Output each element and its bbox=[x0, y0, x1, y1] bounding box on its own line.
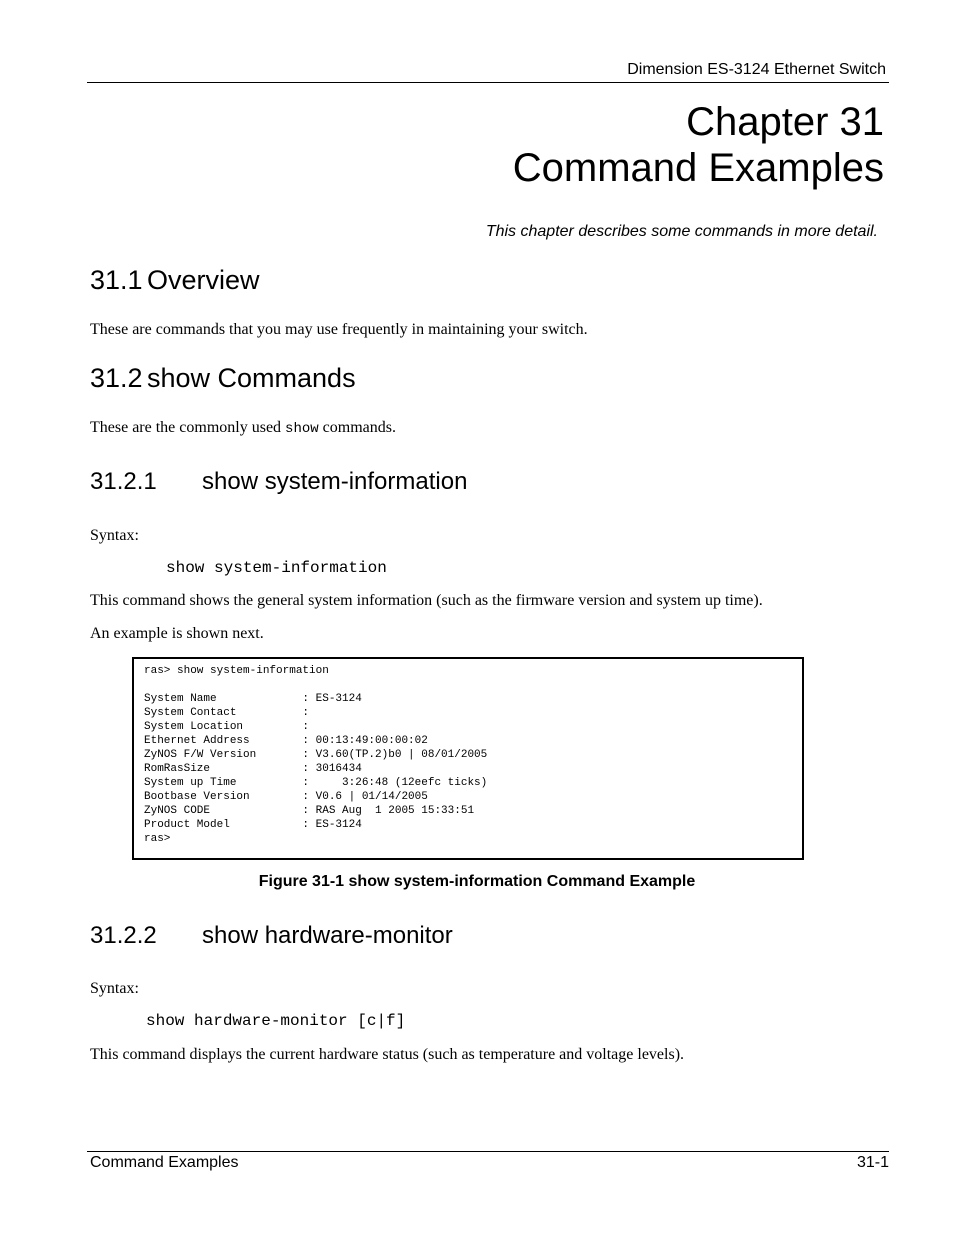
subsection-heading-system-information bbox=[90, 468, 467, 496]
inline-code: show bbox=[285, 421, 319, 437]
hardware-monitor-description: This command displays the current hardware status (such as temperature and voltage levels). bbox=[90, 1046, 685, 1063]
syntax-label: Syntax: bbox=[90, 980, 139, 997]
footer-rule bbox=[87, 1151, 889, 1152]
example-output-line: System Location : bbox=[144, 721, 310, 733]
overview-text: These are commands that you may use frequently in maintaining your switch. bbox=[90, 321, 588, 338]
section-title: Overview bbox=[147, 265, 260, 295]
example-intro: An example is shown next. bbox=[90, 625, 264, 642]
chapter-subtitle: Command Examples bbox=[512, 146, 884, 190]
subsection-heading-hardware-monitor bbox=[90, 922, 453, 950]
example-output-line: ZyNOS CODE : RAS Aug 1 2005 15:33:51 bbox=[144, 805, 475, 817]
section-title: show Commands bbox=[147, 363, 356, 393]
footer-chapter-name: Command Examples bbox=[90, 1154, 239, 1171]
text-fragment: These are the commonly used bbox=[90, 419, 286, 436]
show-commands-text bbox=[90, 419, 396, 437]
text-fragment: commands. bbox=[318, 419, 396, 436]
subsection-number: 31.2.1 bbox=[90, 468, 157, 495]
example-output-line: ZyNOS F/W Version : V3.60(TP.2)b0 | 08/01/2005 bbox=[144, 749, 488, 761]
subsection-title: show system-information bbox=[202, 468, 468, 495]
system-information-description: This command shows the general system information (such as the firmware version and system up time). bbox=[90, 592, 763, 609]
chapter-intro: This chapter describes some commands in more detail. bbox=[485, 223, 878, 240]
running-header: Dimension ES-3124 Ethernet Switch bbox=[627, 61, 886, 78]
section-heading-overview bbox=[90, 265, 260, 296]
example-output-line: Product Model : ES-3124 bbox=[144, 819, 362, 831]
footer-page-number: 31-1 bbox=[856, 1154, 889, 1171]
header-rule bbox=[87, 82, 889, 83]
syntax-command: show hardware-monitor [c|f] bbox=[146, 1012, 406, 1030]
example-output-line: System Contact : bbox=[144, 707, 310, 719]
example-output bbox=[144, 664, 487, 846]
example-output-line: System Name : ES-3124 bbox=[144, 693, 362, 705]
figure-caption: Figure 31-1 show system-information Command Example bbox=[258, 873, 696, 890]
example-output-line: Ethernet Address : 00:13:49:00:00:02 bbox=[144, 735, 428, 747]
syntax-label: Syntax: bbox=[90, 527, 139, 544]
syntax-command: show system-information bbox=[166, 559, 387, 577]
subsection-title: show hardware-monitor bbox=[202, 922, 453, 949]
section-heading-show-commands bbox=[90, 363, 356, 394]
subsection-number: 31.2.2 bbox=[90, 922, 157, 949]
example-output-line: Bootbase Version : V0.6 | 01/14/2005 bbox=[144, 791, 428, 803]
example-output-line: RomRasSize : 3016434 bbox=[144, 763, 362, 775]
chapter-title: Chapter 31 bbox=[686, 100, 884, 144]
section-number: 31.1 bbox=[90, 265, 143, 295]
example-output-line: System up Time : 3:26:48 (12eefc ticks) bbox=[144, 777, 488, 789]
section-number: 31.2 bbox=[90, 363, 143, 393]
example-output-line: ras> show system-information bbox=[144, 665, 329, 677]
example-output-line: ras> bbox=[144, 833, 171, 845]
